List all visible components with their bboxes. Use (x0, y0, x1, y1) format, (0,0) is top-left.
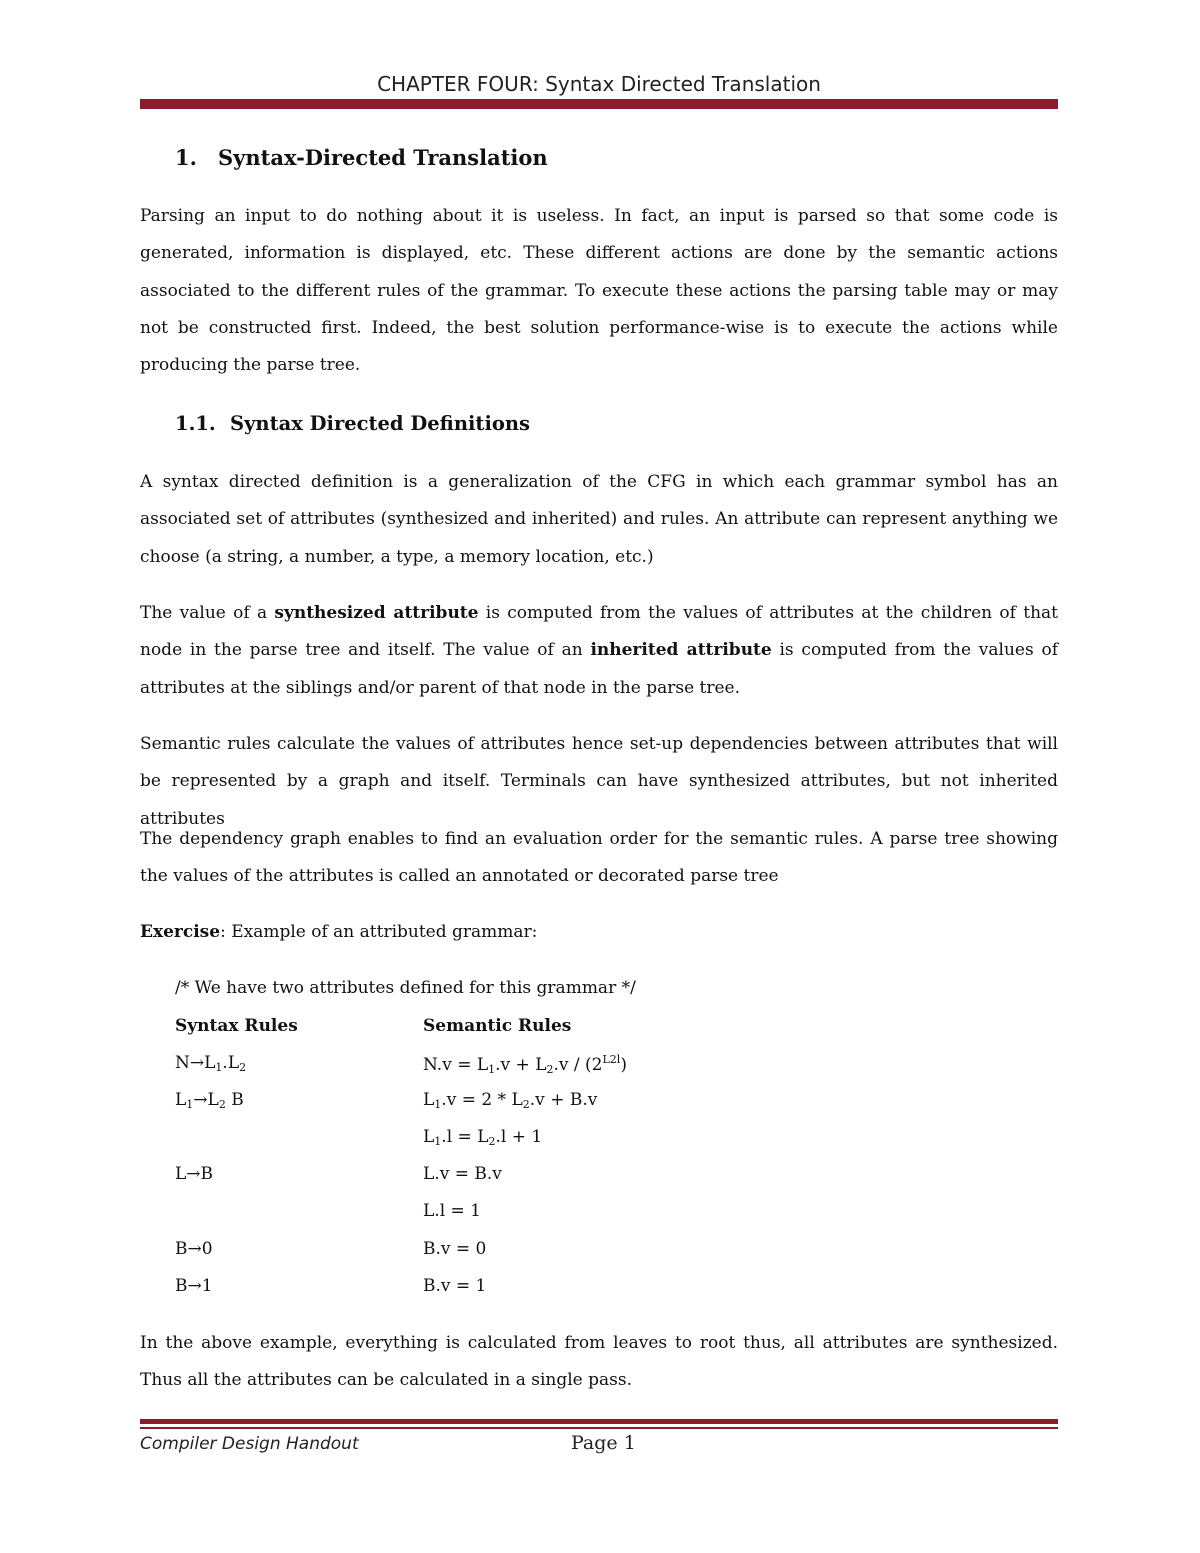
subsection-title: Syntax Directed Definitions (230, 412, 531, 435)
grammar-comment: /* We have two attributes defined for this grammar */ (175, 978, 636, 998)
semantic-rule: L.v = B.v (423, 1164, 502, 1184)
exercise-line (140, 922, 537, 942)
header-divider (140, 99, 1058, 109)
grammar-row (175, 1164, 975, 1188)
semantic-rule: L.l = 1 (423, 1201, 481, 1221)
column-header-syntax: Syntax Rules (175, 1016, 298, 1036)
paragraph-attributes (140, 595, 1058, 707)
syntax-rule: $L_1\to L_2$ B (175, 1090, 244, 1111)
semantic-rule: $L_1.l = L_2.l + 1$ (423, 1127, 543, 1148)
syntax-rule: B→0 (175, 1239, 213, 1259)
section-heading-1-1 (175, 412, 530, 435)
paragraph-conclusion: In the above example, everything is calculated from leaves to root thus, all attributes are synthesized. Thus all the attributes can be calculated in a single pass. (140, 1333, 1058, 1391)
grammar-row (175, 1276, 975, 1300)
section-heading-1 (175, 145, 548, 170)
grammar-table-header (175, 1016, 975, 1040)
exercise-label: Exercise (140, 922, 221, 942)
section-title: Syntax-Directed Translation (218, 145, 548, 170)
syntax-rule: B→1 (175, 1276, 213, 1296)
subsection-number: 1.1. (175, 412, 216, 435)
column-header-semantic: Semantic Rules (423, 1016, 572, 1036)
term-inherited-attribute: inherited attribute (590, 640, 772, 661)
syntax-rule: $N\to L_1.L_2$ (175, 1053, 247, 1074)
footer-divider-thin (140, 1427, 1058, 1429)
semantic-rule: B.v = 1 (423, 1276, 487, 1296)
term-synthesized-attribute: synthesized attribute (274, 603, 479, 623)
footer-document-title: Compiler Design Handout (140, 1434, 359, 1454)
semantic-rule: $N.v = L_1.v + L_2.v / (2^{L2l})$ (423, 1053, 627, 1076)
grammar-row (175, 1090, 975, 1114)
exercise-text: : Example of an attributed grammar: (220, 922, 538, 942)
syntax-rule: L→B (175, 1164, 214, 1184)
grammar-row (175, 1053, 975, 1077)
paragraph-sdd-definition: A syntax directed definition is a generalization of the CFG in which each grammar symbol has an associated set of attributes (synthesized and inherited) and rules. An attribute can represent anything we choose (a string, a number, a type, a memory location, etc.) (140, 472, 1058, 567)
paragraph-intro: Parsing an input to do nothing about it is useless. In fact, an input is parsed so that some code is generated, information is displayed, etc. These different actions are done by the semantic actions associated to the different rules of the grammar. To execute these actions the parsing table may or may not be constructed first. Indeed, the best solution performance-wise is to execute the actions while producing the parse tree. (140, 206, 1058, 376)
grammar-row (175, 1201, 975, 1225)
paragraph-semantic-rules: Semantic rules calculate the values of attributes hence set-up dependencies between attributes that will be represented by a graph and itself. Terminals can have synthesized attributes, but not inherited attributes (140, 734, 1058, 829)
grammar-row (175, 1239, 975, 1263)
text-run: is computed from the values of attributes at the children of that node in the parse tree and itself. The value of an (140, 603, 1058, 661)
section-number: 1. (175, 145, 197, 170)
semantic-rule: $L_1.v = 2 * L_2.v + B.v$ (423, 1090, 598, 1111)
semantic-rule: B.v = 0 (423, 1239, 487, 1259)
paragraph-dependency-graph: The dependency graph enables to find an evaluation order for the semantic rules. A parse tree showing the values of the attributes is called an annotated or decorated parse tree (140, 829, 1058, 887)
text-run: The value of a (140, 603, 275, 623)
grammar-row (175, 1127, 975, 1151)
footer-divider (140, 1419, 1058, 1424)
text-run: is computed from the values of attributes at the siblings and/or parent of that node in the parse tree. (140, 640, 1058, 698)
page-header-title: CHAPTER FOUR: Syntax Directed Translation (377, 72, 821, 96)
footer-page-number: Page 1 (571, 1432, 636, 1454)
